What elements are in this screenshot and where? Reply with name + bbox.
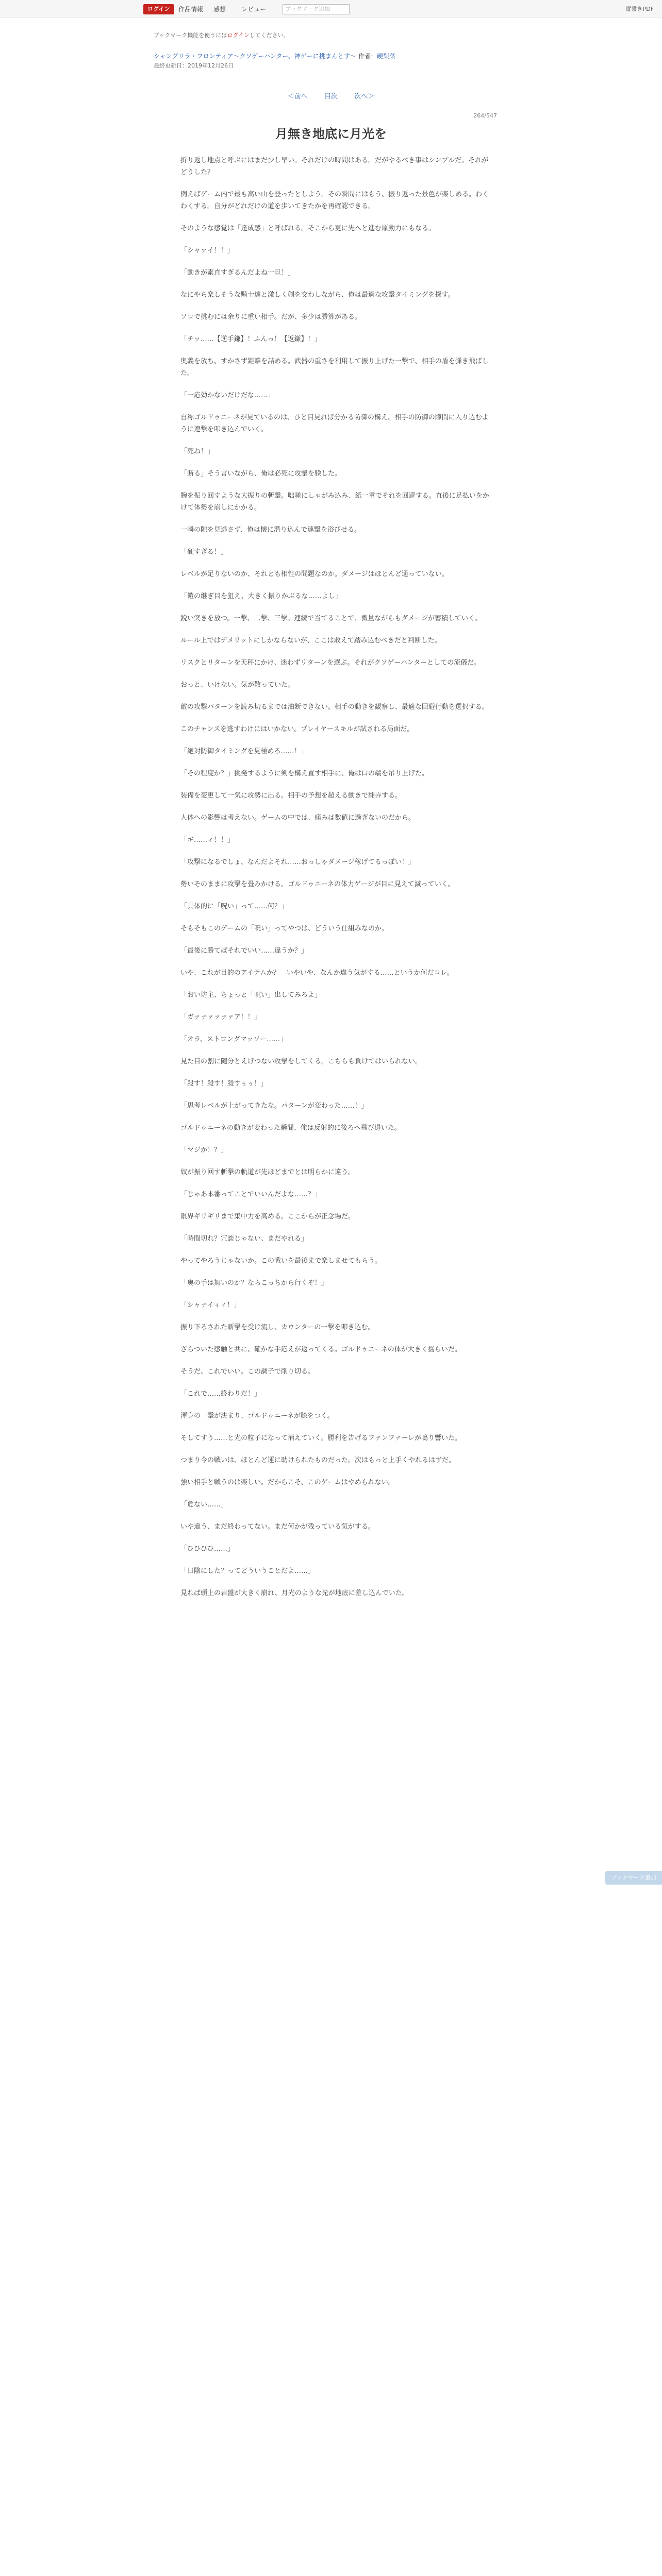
login-button[interactable]: ログイン — [143, 4, 174, 14]
series-title-link[interactable]: シャングリラ・フロンティア〜クソゲーハンター、神ゲーに挑まんとす〜 — [154, 53, 356, 60]
story-paragraph: 「絶対防御タイミングを見極めろ……！」 — [180, 748, 308, 755]
notice-before-text: ブックマーク機能を使うには — [154, 32, 227, 39]
story-paragraph: やってやろうじゃないか。この戦いを最後まで楽しませてもらう。 — [180, 1257, 382, 1265]
story-paragraph: 「じゃあ本番ってことでいいんだよな……？」 — [180, 1191, 322, 1198]
story-paragraph: 「これで……終わりだ！」 — [180, 1390, 261, 1398]
chapter-number: 264/547 — [473, 112, 497, 119]
story-paragraph: 鋭い突きを放つ。一撃、二撃、三撃。連続で当てることで、微量ながらもダメージが蓄積していく。 — [180, 615, 482, 622]
chapter-pager — [0, 91, 662, 100]
story-paragraph: 「殺す！殺す！殺すぅぅ！」 — [180, 1080, 268, 1088]
story-paragraph: 装備を変更して一気に攻勢に出る。相手の予想を超える動きで翻弄する。 — [180, 792, 402, 800]
story-paragraph: いや違う、まだ終わってない。まだ何かが残っている気がする。 — [180, 1523, 375, 1531]
series-info — [154, 52, 395, 60]
story-paragraph: 振り下ろされた斬撃を受け流し、カウンターの一撃を叩き込む。 — [180, 1324, 375, 1331]
story-paragraph: 「シャァイ！！」 — [180, 247, 234, 255]
story-paragraph: 「その程度か？」挑発するように剣を構え直す相手に、俺は口の端を吊り上げた。 — [180, 770, 429, 777]
story-paragraph: 「ひひひひ……」 — [180, 1545, 235, 1553]
story-paragraph: 「死ね！」 — [180, 448, 214, 455]
story-paragraph: 限界ギリギリまで集中力を高める。ここからが正念場だ。 — [180, 1213, 355, 1221]
story-paragraph: レベルが足りないのか、それとも相性の問題なのか。ダメージはほとんど通っていない。 — [180, 570, 449, 578]
story-paragraph: 「シャァイィィ！」 — [180, 1301, 241, 1309]
next-chapter-link[interactable]: 次へ＞ — [354, 93, 375, 100]
story-paragraph: 例えばゲーム内で最も高い山を登ったとしよう。その瞬間にはもう、振り返った景色が楽しめる。わくわくする。自分がどれだけの道を歩いてきたかを再確認できる。 — [180, 191, 489, 210]
story-paragraph: 「マジか！？」 — [180, 1146, 228, 1154]
story-paragraph: 奴が振り回す斬撃の軌道が先ほどまでとは明らかに違う。 — [180, 1168, 355, 1176]
story-paragraph: ソロで挑むには余りに重い相手。だが、多少は勝算がある。 — [180, 313, 362, 321]
story-body — [180, 155, 490, 1609]
bookmark-notice — [154, 31, 289, 39]
bookmark-add-input[interactable]: ブックマーク追加 — [283, 4, 350, 14]
story-paragraph: このチャンスを逃すわけにはいかない。プレイヤースキルが試される局面だ。 — [180, 725, 414, 733]
story-paragraph: 「ガァァァァァァア！！」 — [180, 1013, 261, 1021]
vertical-pdf-link[interactable]: 縦書きPDF — [625, 6, 654, 12]
story-paragraph: 一瞬の隙を見逃さず、俺は懐に潜り込んで連撃を浴びせる。 — [180, 526, 361, 534]
story-paragraph: 「動きが素直すぎるんだよね一旦！」 — [180, 269, 295, 277]
nav-item-work-info[interactable]: 作品情報 — [178, 6, 204, 13]
table-of-contents-link[interactable]: 目次 — [324, 93, 338, 100]
story-paragraph: 「断る」そう言いながら、俺は必死に攻撃を躱した。 — [180, 470, 342, 478]
story-paragraph: 人体への影響は考えない。ゲームの中では、痛みは数値に過ぎないのだから。 — [180, 814, 416, 822]
story-paragraph: 「時間切れ？冗談じゃない、まだやれる」 — [180, 1235, 308, 1243]
story-paragraph: 折り返し地点と呼ぶにはまだ少し早い。それだけの時間はある。だがやるべき事はシンプルだ。それがどうした？ — [180, 157, 489, 176]
story-paragraph: 「おい坊主、ちょっと「呪い」出してみろよ」 — [180, 991, 322, 999]
notice-after-text: してください。 — [249, 32, 289, 39]
author-link[interactable]: 硬梨菜 — [376, 53, 395, 60]
notice-login-link[interactable]: ログイン — [227, 32, 250, 39]
story-paragraph: 「奥の手は無いのか？ならこっちから行くぞ！」 — [180, 1279, 328, 1287]
story-paragraph: 「日陰にした？ってどういうことだよ……」 — [180, 1567, 315, 1575]
story-paragraph: おっと、いけない。気が散っていた。 — [180, 681, 295, 689]
story-paragraph: 「硬すぎる！」 — [180, 548, 228, 556]
story-paragraph: 見た目の割に随分とえげつない攻撃をしてくる。こちらも負けてはいられない。 — [180, 1058, 422, 1065]
story-paragraph: 腕を振り回すような大振りの斬撃。咄嗟にしゃがみ込み、紙一重でそれを回避する。直後に足払いをかけて体勢を崩しにかかる。 — [180, 492, 489, 512]
story-paragraph: 勢いそのままに攻撃を畳みかける。ゴルドゥニーネの体力ゲージが目に見えて減っていく。 — [180, 880, 455, 888]
story-paragraph: そのような感覚は「達成感」と呼ばれる。そこから更に先へと進む原動力にもなる。 — [180, 225, 436, 232]
story-paragraph: 渾身の一撃が決まり、ゴルドゥニーネが膝をつく。 — [180, 1412, 334, 1420]
floating-bookmark-button[interactable]: ブックマーク追加 — [605, 1871, 662, 1885]
story-paragraph: 「一応効かないだけだな……」 — [180, 392, 275, 399]
story-paragraph: つまり今の戦いは、ほとんど運に助けられたものだった。次はもっと上手くやれるはずだ。 — [180, 1456, 456, 1464]
chapter-title: 月無き地底に月光を — [275, 127, 387, 141]
story-paragraph: 敵の攻撃パターンを読み切るまでは油断できない。相手の動きを観察し、最適な回避行動を選択する。 — [180, 703, 489, 711]
last-updated-text: 最終更新日：2019年12月26日 — [154, 62, 234, 69]
story-paragraph: 「ギ……ィ！！」 — [180, 836, 235, 844]
story-paragraph: 強い相手と戦うのは楽しい。だからこそ、このゲームはやめられない。 — [180, 1479, 395, 1486]
story-paragraph: なにやら楽しそうな騎士達と激しく剣を交わしながら、俺は最適な攻撃タイミングを探す。 — [180, 291, 455, 299]
story-paragraph: 「攻撃になるでしょ、なんだよそれ……おっしゃダメージ稼げてるっぽい！」 — [180, 858, 415, 866]
story-paragraph: そうだ、これでいい。この調子で削り切る。 — [180, 1368, 315, 1376]
story-paragraph: 見れば頭上の岩盤が大きく崩れ、月光のような光が地底に差し込んでいた。 — [180, 1589, 409, 1597]
story-paragraph: 「具体的に「呪い」って……何？」 — [180, 903, 288, 910]
story-paragraph: ざらついた感触と共に、確かな手応えが返ってくる。ゴルドゥニーネの体が大きく揺らいだ。 — [180, 1346, 461, 1353]
top-navigation-bar — [0, 0, 662, 18]
story-paragraph: ルール上ではデメリットにしかならないが、ここは敢えて踏み込むべきだと判断した。 — [180, 637, 441, 645]
story-paragraph: 自称ゴルドゥニーネが見ているのは、ひと目見れば分かる防御の構え。相手の防御の隙間に入り込むように連撃を叩き込んでいく。 — [180, 414, 489, 433]
story-paragraph: ゴルドゥニーネの動きが変わった瞬間、俺は反射的に後ろへ飛び退いた。 — [180, 1124, 401, 1132]
author-separator: 作者： — [356, 53, 377, 60]
story-paragraph: 「思考レベルが上がってきたな。パターンが変わった……！」 — [180, 1102, 368, 1110]
story-paragraph: いや、これが目的のアイテムか？ いやいや、なんか違う気がする……というか何だコレ。 — [180, 969, 454, 977]
nav-item-reviews[interactable]: レビュー — [241, 6, 267, 13]
story-paragraph: そもそもこのゲームの「呪い」ってやつは、どういう仕組みなのか。 — [180, 925, 389, 933]
story-paragraph: 奥義を放ち、すかさず距離を詰める。武器の重さを利用して振り上げた一撃で、相手の盾を弾き飛ばした。 — [180, 358, 489, 377]
story-paragraph: そしてすう……と光の粒子になって消えていく。勝利を告げるファンファーレが鳴り響いた。 — [180, 1434, 461, 1442]
prev-chapter-link[interactable]: ＜前へ — [287, 93, 308, 100]
story-paragraph: 「最後に勝てばそれでいい……違うか？」 — [180, 947, 308, 955]
nav-item-impressions[interactable]: 感想 — [213, 6, 226, 13]
story-paragraph: 「危ない……」 — [180, 1501, 228, 1509]
story-paragraph: リスクとリターンを天秤にかけ、迷わずリターンを選ぶ。それがクソゲーハンターとしての流儀だ。 — [180, 659, 481, 667]
story-paragraph: 「チッ……【逆手鎌】！ふんっ！【返鎌】！」 — [180, 335, 321, 343]
story-paragraph: 「鎧の継ぎ目を狙え、大きく振りかぶるな……よし」 — [180, 592, 342, 600]
story-paragraph: 「オラ、ストロングマッソー……」 — [180, 1036, 287, 1043]
